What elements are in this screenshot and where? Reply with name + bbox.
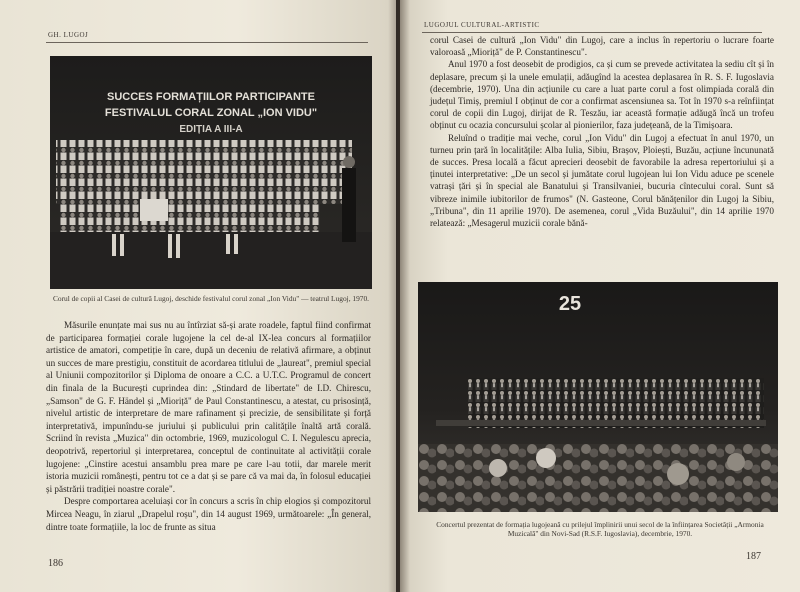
children-choir-image xyxy=(50,56,372,289)
right-page-number: 187 xyxy=(746,551,761,562)
concert-photo-right xyxy=(418,282,778,512)
left-photo-caption: Corul de copii al Casei de cultură Lugoj, deschide festivalul corul zonal „Ion Vidu" — teatrul Lugoj, 1970. xyxy=(52,294,370,303)
choir-photo-left xyxy=(50,56,372,289)
left-page-number: 186 xyxy=(48,558,63,569)
right-head-rule xyxy=(422,32,762,33)
right-paragraph: Anul 1970 a fost deosebit de prodigios, ca și cum se prevede activitatea la sediu cît și în deplasare, precum și la unele emulații, adăugînd la acestea deplasarea în R. S. F. Iugoslavia (decembrie, 1970). Una din acțiunile cu care a luat parte corul a fost olimpiada corală din județul Timiș, premiul I obținut de cor a confirmat ascensiunea sa. Tot în 1970 s-a reînființat corul de copii din Lugoj, dirijat de R. Teszău, iar această formație adăugă încă un trofeu obținut cu ocazia concursului școlar al pionierilor, faza județeană, de la Timișoara. xyxy=(430,59,774,131)
right-running-head: LUGOJUL CULTURAL-ARTISTIC xyxy=(424,21,540,29)
right-photo-caption: Concertul prezentat de formația lugojeană cu prilejul împlinirii unui secol de la înființarea Societății „Armonia Muzicală" din Novi-Sad (R.S.F. Iugoslavia), decembrie, 1970. xyxy=(436,520,764,538)
left-running-head: GH. LUGOJ xyxy=(48,31,89,39)
left-body-text xyxy=(46,319,371,533)
left-head-rule xyxy=(46,42,368,43)
book-gutter xyxy=(388,0,410,592)
anniversary-number: 25 xyxy=(558,293,582,315)
right-paragraph: corul Casei de cultură „Ion Vidu" din Lugoj, care a inclus în repertoriu o lucrare foarte valoroasă „Mioriță" de P. Constantinescu". xyxy=(430,35,774,58)
banner-line-2: FESTIVALUL CORAL ZONAL „ION VIDU" xyxy=(104,107,318,119)
concert-hall-image xyxy=(418,282,778,512)
left-page xyxy=(0,0,396,592)
banner-line-1: SUCCES FORMAȚIILOR PARTICIPANTE xyxy=(107,91,315,103)
right-page xyxy=(400,0,800,592)
left-paragraph: Măsurile enunțate mai sus nu au întîrziat să-și arate roadele, faptul fiind confirmat de participarea formației corale lugojene la cel de-al IX-lea concurs al formațiilor artistice de amatori, competiție în care, după un deceniu de relativă afirmare, a obținut un succes de mare prestigiu, constituit de acordarea titlului de „laureat", premiul special al Uniunii compozitorilor și Diploma de onoare a C.C. a U.T.C. Programul de concert din finala de la București cuprindea din: „Stindard de libertate" de I.D. Chirescu, „Samson" de G. F. Händel și „Mioriță" de Paul Constantinescu, a atestat, cu prisosință, nivelul artistic de interpretare de mare rafinament și precizie, de sensibilitate și forță interpretativă, impunîndu-se juriului și publicului prin calitățile înaltă artă corală. Scriind în revista „Muzica" din octombrie, 1969, muzicologul C. I. Negulescu aprecia, deopotrivă, repertoriul și interpretarea, conceptul de continuitate al activității corale lugojene: „Cinstire acestui ansamblu prea mare pe care l-au totii, dar marele merit istoria muzicii românești, pentru tot ce a dat și se pare că va mai da, în folosul educației și păstrării tradiției noastre corale". xyxy=(46,320,371,494)
right-body-text xyxy=(430,34,774,229)
right-paragraph: Reluînd o tradiție mai veche, corul „Ion Vidu" din Lugoj a efectuat în anul 1970, un turneu prin țară în localitățile: Alba Iulia, Sibiu, Brașov, Ploiești, Buzău, acțiune încununată de succes. Presa locală a făcut aprecieri deosebit de favorabile la adresa repertoriului și a ținutei interpretative: „De un secol și jumătate corul lugojean lui Ion Vidu aduce pe scenele vatrași țări și în special ale Banatului și Transilvaniei, bucuria cîntecului coral. Sunt să vibreze inimile iubitorilor de frumos" (N. Gasteone, Corul bănățenilor din Lugoj la Sibiu, „Tribuna", din 11 aprilie 1970). De asemenea, corul „Vida Buzăului", din 14 aprilie 1970 relatează: „Mesagerul muzicii corale bănă- xyxy=(430,132,774,229)
banner-line-3: EDIȚIA A III-A xyxy=(179,124,243,135)
left-paragraph: Despre comportarea aceluiași cor în concurs a scris în chip elogios și compozitorul Mircea Neagu, în ziarul „Drapelul roșu", din 14 august 1969, următoarele: „În general, dintre toate formațiile, la loc de frunte as situa xyxy=(46,496,371,532)
